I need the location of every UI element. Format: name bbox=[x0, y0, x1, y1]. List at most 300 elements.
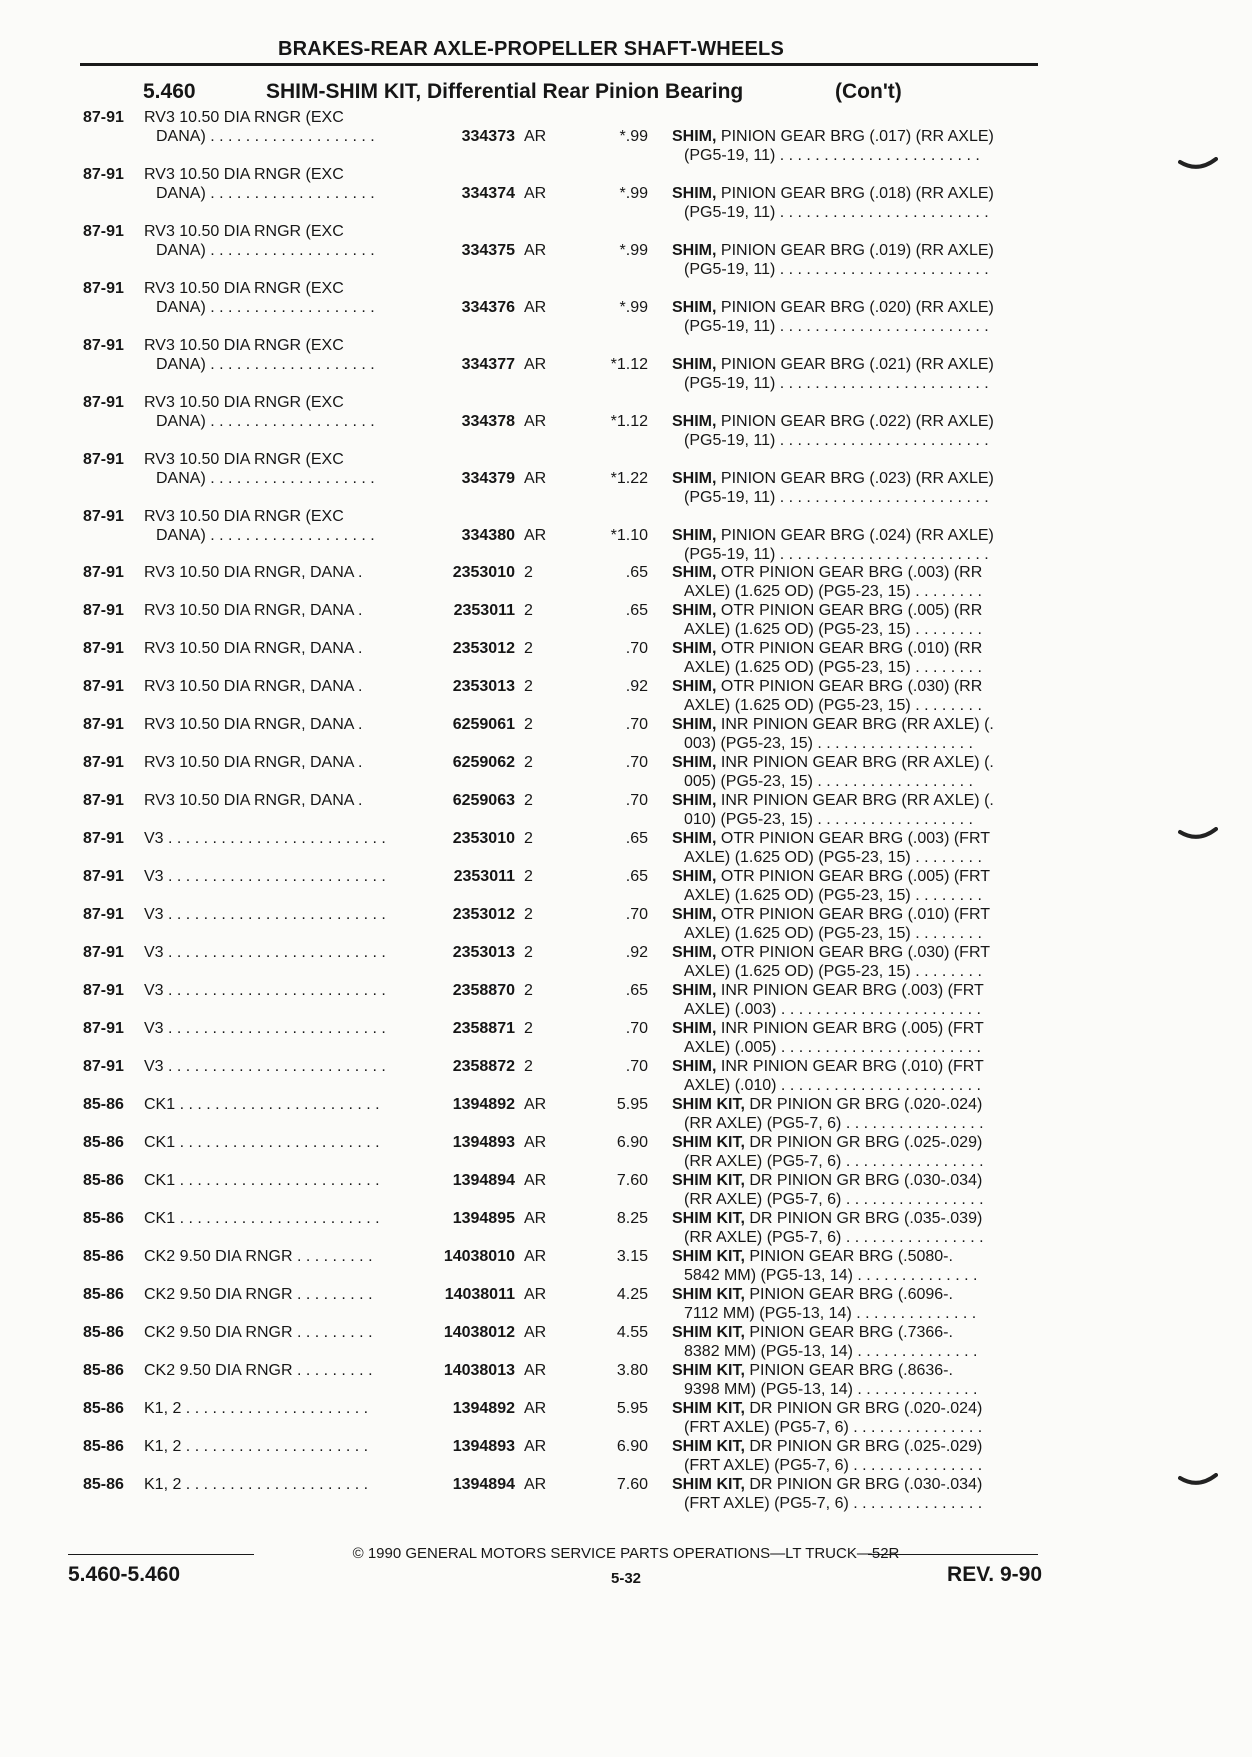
application-line: RV3 10.50 DIA RNGR (EXC bbox=[144, 223, 344, 240]
model-year: 85-86 bbox=[83, 1134, 124, 1151]
table-row bbox=[0, 1285, 1252, 1325]
price: *1.10 bbox=[610, 527, 648, 544]
quantity: AR bbox=[524, 1476, 547, 1493]
description-line: (FRT AXLE) (PG5-7, 6) . . . . . . . . . . . . . . . bbox=[684, 1419, 983, 1436]
description-line bbox=[672, 1019, 1037, 1038]
part-number: 2353010 bbox=[452, 564, 515, 581]
description bbox=[672, 412, 1037, 450]
footer-page-number: 5-32 bbox=[610, 1570, 642, 1587]
part-number: 14038011 bbox=[444, 1286, 515, 1303]
description-line: (PG5-19, 11) . . . . . . . . . . . . . . . . . . . . . . . bbox=[684, 147, 980, 164]
table-row bbox=[0, 1475, 1252, 1515]
application-line: RV3 10.50 DIA RNGR (EXC bbox=[144, 451, 344, 468]
description-text: PINION GEAR BRG (.018) (RR AXLE) bbox=[720, 185, 994, 202]
header-rule bbox=[80, 63, 1038, 66]
table-row bbox=[0, 1019, 1252, 1059]
description-bold: SHIM KIT, bbox=[672, 1248, 745, 1265]
application bbox=[144, 1475, 414, 1494]
description-bold: SHIM, bbox=[672, 868, 717, 885]
description-text: PINION GEAR BRG (.7366-. bbox=[749, 1324, 953, 1341]
description-line: (FRT AXLE) (PG5-7, 6) . . . . . . . . . . . . . . . bbox=[684, 1495, 983, 1512]
application-line: K1, 2 . . . . . . . . . . . . . . . . . . . . . bbox=[144, 1476, 369, 1493]
quantity: AR bbox=[524, 1438, 547, 1455]
application bbox=[144, 601, 414, 620]
model-year: 87-91 bbox=[83, 678, 124, 695]
application-line: DANA) . . . . . . . . . . . . . . . . . . . bbox=[156, 356, 375, 373]
description-bold: SHIM KIT, bbox=[672, 1400, 745, 1417]
application-line: CK2 9.50 DIA RNGR . . . . . . . . . bbox=[144, 1248, 373, 1265]
section-continued: (Con't) bbox=[835, 80, 902, 103]
price: 3.80 bbox=[616, 1362, 648, 1379]
quantity: 2 bbox=[524, 868, 533, 885]
description-line: (FRT AXLE) (PG5-7, 6) . . . . . . . . . . . . . . . bbox=[684, 1457, 983, 1474]
table-row bbox=[0, 450, 1252, 506]
quantity: 2 bbox=[524, 602, 533, 619]
description-line: 010) (PG5-23, 15) . . . . . . . . . . . . . . . . . . bbox=[684, 811, 973, 828]
description-line bbox=[672, 184, 1037, 203]
price: 7.60 bbox=[616, 1172, 648, 1189]
application bbox=[144, 981, 414, 1000]
application-line: CK2 9.50 DIA RNGR . . . . . . . . . bbox=[144, 1286, 373, 1303]
model-year: 87-91 bbox=[83, 754, 124, 771]
description-line: AXLE) (.003) . . . . . . . . . . . . . . . . . . . . . . . bbox=[684, 1001, 981, 1018]
table-row bbox=[0, 601, 1252, 641]
description-text: OTR PINION GEAR BRG (.030) (RR bbox=[720, 678, 983, 695]
description-text: INR PINION GEAR BRG (RR AXLE) (. bbox=[720, 792, 994, 809]
application-line: RV3 10.50 DIA RNGR, DANA . bbox=[144, 792, 363, 809]
quantity: 2 bbox=[524, 640, 533, 657]
description bbox=[672, 601, 1037, 639]
application-line: RV3 10.50 DIA RNGR (EXC bbox=[144, 337, 344, 354]
application-line: V3 . . . . . . . . . . . . . . . . . . . . . . . . . bbox=[144, 1020, 386, 1037]
model-year: 85-86 bbox=[83, 1324, 124, 1341]
part-number: 334379 bbox=[461, 470, 515, 487]
application-line: CK1 . . . . . . . . . . . . . . . . . . . . . . . bbox=[144, 1210, 380, 1227]
description-line bbox=[672, 1095, 1037, 1114]
application bbox=[144, 336, 414, 374]
description-line: AXLE) (.005) . . . . . . . . . . . . . . . . . . . . . . . bbox=[684, 1039, 981, 1056]
model-year: 87-91 bbox=[83, 109, 124, 126]
description-bold: SHIM KIT, bbox=[672, 1134, 745, 1151]
model-year: 87-91 bbox=[83, 451, 124, 468]
description-line bbox=[672, 1323, 1037, 1342]
application bbox=[144, 715, 414, 734]
description-text: PINION GEAR BRG (.022) (RR AXLE) bbox=[720, 413, 994, 430]
description-text: DR PINION GR BRG (.030-.034) bbox=[749, 1476, 983, 1493]
description-line bbox=[672, 753, 1037, 772]
model-year: 87-91 bbox=[83, 982, 124, 999]
description bbox=[672, 981, 1037, 1019]
quantity: 2 bbox=[524, 792, 533, 809]
price: 5.95 bbox=[616, 1096, 648, 1113]
part-number: 1394894 bbox=[452, 1476, 515, 1493]
application-line: DANA) . . . . . . . . . . . . . . . . . . . bbox=[156, 242, 375, 259]
application bbox=[144, 165, 414, 203]
description bbox=[672, 563, 1037, 601]
description-text: PINION GEAR BRG (.5080-. bbox=[749, 1248, 953, 1265]
description-line bbox=[672, 1437, 1037, 1456]
description bbox=[672, 469, 1037, 507]
description bbox=[672, 1095, 1037, 1133]
description-bold: SHIM, bbox=[672, 982, 717, 999]
application bbox=[144, 1437, 414, 1456]
price: .70 bbox=[625, 1058, 648, 1075]
description-text: OTR PINION GEAR BRG (.010) (FRT bbox=[720, 906, 990, 923]
part-number: 1394895 bbox=[452, 1210, 515, 1227]
page-header-title: BRAKES-REAR AXLE-PROPELLER SHAFT-WHEELS bbox=[278, 38, 784, 60]
application-line: CK1 . . . . . . . . . . . . . . . . . . . . . . . bbox=[144, 1134, 380, 1151]
part-number: 334376 bbox=[461, 299, 515, 316]
description-text: PINION GEAR BRG (.023) (RR AXLE) bbox=[720, 470, 994, 487]
part-number: 1394892 bbox=[452, 1400, 515, 1417]
quantity: AR bbox=[524, 1286, 547, 1303]
table-row bbox=[0, 507, 1252, 563]
model-year: 87-91 bbox=[83, 1020, 124, 1037]
description-text: INR PINION GEAR BRG (.010) (FRT bbox=[720, 1058, 984, 1075]
application-line: DANA) . . . . . . . . . . . . . . . . . . . bbox=[156, 185, 375, 202]
part-number: 1394894 bbox=[452, 1172, 515, 1189]
model-year: 87-91 bbox=[83, 906, 124, 923]
model-year: 87-91 bbox=[83, 944, 124, 961]
application bbox=[144, 108, 414, 146]
application bbox=[144, 1133, 414, 1152]
description bbox=[672, 298, 1037, 336]
description-line: AXLE) (1.625 OD) (PG5-23, 15) . . . . . . . . bbox=[684, 697, 982, 714]
description-line: AXLE) (1.625 OD) (PG5-23, 15) . . . . . . . . bbox=[684, 621, 982, 638]
part-number: 2358871 bbox=[452, 1020, 515, 1037]
description-line: AXLE) (1.625 OD) (PG5-23, 15) . . . . . . . . bbox=[684, 887, 982, 904]
application-line: DANA) . . . . . . . . . . . . . . . . . . . bbox=[156, 413, 375, 430]
application bbox=[144, 905, 414, 924]
application-line: CK2 9.50 DIA RNGR . . . . . . . . . bbox=[144, 1362, 373, 1379]
application bbox=[144, 791, 414, 810]
table-row bbox=[0, 715, 1252, 755]
description bbox=[672, 1209, 1037, 1247]
part-number: 334377 bbox=[461, 356, 515, 373]
model-year: 87-91 bbox=[83, 337, 124, 354]
footer-revision: REV. 9-90 bbox=[947, 1563, 1042, 1586]
description-line: AXLE) (1.625 OD) (PG5-23, 15) . . . . . . . . bbox=[684, 925, 982, 942]
description-bold: SHIM, bbox=[672, 470, 717, 487]
description-line: 5842 MM) (PG5-13, 14) . . . . . . . . . . . . . . bbox=[684, 1267, 978, 1284]
application-line: RV3 10.50 DIA RNGR, DANA . bbox=[144, 602, 363, 619]
table-row bbox=[0, 1095, 1252, 1135]
description-bold: SHIM, bbox=[672, 1058, 717, 1075]
description-line bbox=[672, 355, 1037, 374]
model-year: 87-91 bbox=[83, 868, 124, 885]
description-bold: SHIM, bbox=[672, 830, 717, 847]
application-line: V3 . . . . . . . . . . . . . . . . . . . . . . . . . bbox=[144, 982, 386, 999]
model-year: 87-91 bbox=[83, 223, 124, 240]
quantity: AR bbox=[524, 1210, 547, 1227]
price: .92 bbox=[625, 678, 648, 695]
part-number: 2353012 bbox=[452, 906, 515, 923]
section-title: SHIM-SHIM KIT, Differential Rear Pinion Bearing bbox=[266, 80, 744, 103]
description-bold: SHIM KIT, bbox=[672, 1362, 745, 1379]
description-bold: SHIM KIT, bbox=[672, 1286, 745, 1303]
description-line: 8382 MM) (PG5-13, 14) . . . . . . . . . . . . . . bbox=[684, 1343, 978, 1360]
description-line bbox=[672, 1247, 1037, 1266]
description bbox=[672, 867, 1037, 905]
application-line: K1, 2 . . . . . . . . . . . . . . . . . . . . . bbox=[144, 1400, 369, 1417]
application-line: DANA) . . . . . . . . . . . . . . . . . . . bbox=[156, 128, 375, 145]
price: .70 bbox=[625, 754, 648, 771]
description-line bbox=[672, 639, 1037, 658]
description-bold: SHIM, bbox=[672, 792, 717, 809]
model-year: 87-91 bbox=[83, 564, 124, 581]
application bbox=[144, 943, 414, 962]
price: .70 bbox=[625, 1020, 648, 1037]
part-number: 2353010 bbox=[452, 830, 515, 847]
description-line: (PG5-19, 11) . . . . . . . . . . . . . . . . . . . . . . . . bbox=[684, 375, 989, 392]
description-text: DR PINION GR BRG (.025-.029) bbox=[749, 1438, 983, 1455]
description bbox=[672, 355, 1037, 393]
description-bold: SHIM, bbox=[672, 128, 717, 145]
model-year: 87-91 bbox=[83, 602, 124, 619]
model-year: 85-86 bbox=[83, 1248, 124, 1265]
price: .65 bbox=[625, 830, 648, 847]
application-line: RV3 10.50 DIA RNGR (EXC bbox=[144, 109, 344, 126]
model-year: 87-91 bbox=[83, 508, 124, 525]
application bbox=[144, 279, 414, 317]
application bbox=[144, 450, 414, 488]
quantity: 2 bbox=[524, 944, 533, 961]
description-line bbox=[672, 981, 1037, 1000]
part-number: 334380 bbox=[461, 527, 515, 544]
table-row bbox=[0, 222, 1252, 278]
description bbox=[672, 1399, 1037, 1437]
description bbox=[672, 184, 1037, 222]
table-row bbox=[0, 905, 1252, 945]
part-number: 334375 bbox=[461, 242, 515, 259]
description-line: (PG5-19, 11) . . . . . . . . . . . . . . . . . . . . . . . . bbox=[684, 318, 989, 335]
description bbox=[672, 1057, 1037, 1095]
table-row bbox=[0, 1361, 1252, 1401]
description-bold: SHIM, bbox=[672, 754, 717, 771]
description-text: INR PINION GEAR BRG (RR AXLE) (. bbox=[720, 716, 994, 733]
description-line: (PG5-19, 11) . . . . . . . . . . . . . . . . . . . . . . . . bbox=[684, 432, 989, 449]
application bbox=[144, 1095, 414, 1114]
description-line: 7112 MM) (PG5-13, 14) . . . . . . . . . . . . . . bbox=[684, 1305, 977, 1322]
price: .70 bbox=[625, 792, 648, 809]
price: *.99 bbox=[619, 128, 648, 145]
model-year: 85-86 bbox=[83, 1438, 124, 1455]
section-code: 5.460 bbox=[143, 80, 196, 103]
model-year: 85-86 bbox=[83, 1210, 124, 1227]
part-number: 6259062 bbox=[452, 754, 515, 771]
description-bold: SHIM, bbox=[672, 356, 717, 373]
quantity: AR bbox=[524, 1134, 547, 1151]
description bbox=[672, 639, 1037, 677]
description-line bbox=[672, 1399, 1037, 1418]
price: 6.90 bbox=[616, 1438, 648, 1455]
table-row bbox=[0, 829, 1252, 869]
description-line bbox=[672, 1475, 1037, 1494]
description-line: AXLE) (.010) . . . . . . . . . . . . . . . . . . . . . . . bbox=[684, 1077, 981, 1094]
table-row bbox=[0, 563, 1252, 603]
model-year: 85-86 bbox=[83, 1286, 124, 1303]
description-line bbox=[672, 943, 1037, 962]
application-line: CK1 . . . . . . . . . . . . . . . . . . . . . . . bbox=[144, 1096, 380, 1113]
application-line: DANA) . . . . . . . . . . . . . . . . . . . bbox=[156, 470, 375, 487]
price: .70 bbox=[625, 906, 648, 923]
quantity: AR bbox=[524, 356, 547, 373]
quantity: AR bbox=[524, 1362, 547, 1379]
description-line: 9398 MM) (PG5-13, 14) . . . . . . . . . . . . . . bbox=[684, 1381, 978, 1398]
description-text: OTR PINION GEAR BRG (.003) (FRT bbox=[720, 830, 990, 847]
table-row bbox=[0, 1171, 1252, 1211]
application bbox=[144, 1323, 414, 1342]
quantity: AR bbox=[524, 1400, 547, 1417]
price: *.99 bbox=[619, 185, 648, 202]
model-year: 87-91 bbox=[83, 792, 124, 809]
part-number: 2353012 bbox=[452, 640, 515, 657]
table-row bbox=[0, 1399, 1252, 1439]
description-line: (PG5-19, 11) . . . . . . . . . . . . . . . . . . . . . . . . bbox=[684, 204, 989, 221]
description-line bbox=[672, 791, 1037, 810]
model-year: 87-91 bbox=[83, 166, 124, 183]
description-text: DR PINION GR BRG (.035-.039) bbox=[749, 1210, 983, 1227]
quantity: AR bbox=[524, 470, 547, 487]
table-row bbox=[0, 1323, 1252, 1363]
application bbox=[144, 1019, 414, 1038]
description-line: (RR AXLE) (PG5-7, 6) . . . . . . . . . . . . . . . . bbox=[684, 1115, 984, 1132]
description bbox=[672, 1133, 1037, 1171]
description-line: (PG5-19, 11) . . . . . . . . . . . . . . . . . . . . . . . . bbox=[684, 546, 989, 563]
application bbox=[144, 1361, 414, 1380]
application-line: RV3 10.50 DIA RNGR (EXC bbox=[144, 508, 344, 525]
description bbox=[672, 1247, 1037, 1285]
part-number: 14038012 bbox=[443, 1324, 515, 1341]
description-line bbox=[672, 1171, 1037, 1190]
quantity: 2 bbox=[524, 982, 533, 999]
table-row bbox=[0, 943, 1252, 983]
description-bold: SHIM, bbox=[672, 299, 717, 316]
quantity: 2 bbox=[524, 564, 533, 581]
application bbox=[144, 393, 414, 431]
price: 5.95 bbox=[616, 1400, 648, 1417]
description-line: (PG5-19, 11) . . . . . . . . . . . . . . . . . . . . . . . . bbox=[684, 489, 989, 506]
description-line bbox=[672, 563, 1037, 582]
description-text: PINION GEAR BRG (.019) (RR AXLE) bbox=[720, 242, 994, 259]
part-number: 1394893 bbox=[452, 1438, 515, 1455]
description-line: 005) (PG5-23, 15) . . . . . . . . . . . . . . . . . . bbox=[684, 773, 973, 790]
model-year: 85-86 bbox=[83, 1476, 124, 1493]
application bbox=[144, 1209, 414, 1228]
quantity: 2 bbox=[524, 1058, 533, 1075]
quantity: 2 bbox=[524, 830, 533, 847]
application bbox=[144, 507, 414, 545]
description-text: OTR PINION GEAR BRG (.005) (RR bbox=[720, 602, 983, 619]
model-year: 85-86 bbox=[83, 1362, 124, 1379]
description-line bbox=[672, 1133, 1037, 1152]
description bbox=[672, 1437, 1037, 1475]
application-line: RV3 10.50 DIA RNGR, DANA . bbox=[144, 640, 363, 657]
table-row bbox=[0, 393, 1252, 449]
description-line bbox=[672, 298, 1037, 317]
table-row bbox=[0, 336, 1252, 392]
price: .65 bbox=[625, 982, 648, 999]
description-bold: SHIM KIT, bbox=[672, 1096, 745, 1113]
description-text: PINION GEAR BRG (.021) (RR AXLE) bbox=[720, 356, 994, 373]
description bbox=[672, 943, 1037, 981]
description bbox=[672, 1323, 1037, 1361]
application-line: V3 . . . . . . . . . . . . . . . . . . . . . . . . . bbox=[144, 830, 386, 847]
price: 4.25 bbox=[616, 1286, 648, 1303]
part-number: 2353013 bbox=[452, 944, 515, 961]
quantity: AR bbox=[524, 1096, 547, 1113]
application-line: CK2 9.50 DIA RNGR . . . . . . . . . bbox=[144, 1324, 373, 1341]
description-text: PINION GEAR BRG (.017) (RR AXLE) bbox=[720, 128, 994, 145]
table-row bbox=[0, 1247, 1252, 1287]
application bbox=[144, 1171, 414, 1190]
part-number: 14038010 bbox=[443, 1248, 515, 1265]
description-bold: SHIM, bbox=[672, 527, 717, 544]
model-year: 85-86 bbox=[83, 1172, 124, 1189]
description bbox=[672, 1019, 1037, 1057]
table-row bbox=[0, 108, 1252, 164]
application bbox=[144, 867, 414, 886]
description-bold: SHIM, bbox=[672, 944, 717, 961]
description-text: OTR PINION GEAR BRG (.005) (FRT bbox=[720, 868, 990, 885]
part-number: 2358870 bbox=[452, 982, 515, 999]
description-line bbox=[672, 905, 1037, 924]
description-text: OTR PINION GEAR BRG (.010) (RR bbox=[720, 640, 983, 657]
application bbox=[144, 1247, 414, 1266]
quantity: 2 bbox=[524, 1020, 533, 1037]
part-number: 6259063 bbox=[452, 792, 515, 809]
application bbox=[144, 639, 414, 658]
description-text: INR PINION GEAR BRG (.005) (FRT bbox=[720, 1020, 984, 1037]
application-line: RV3 10.50 DIA RNGR (EXC bbox=[144, 394, 344, 411]
description-bold: SHIM, bbox=[672, 906, 717, 923]
description-line bbox=[672, 829, 1037, 848]
model-year: 85-86 bbox=[83, 1400, 124, 1417]
part-number: 334373 bbox=[461, 128, 515, 145]
description-text: DR PINION GR BRG (.025-.029) bbox=[749, 1134, 983, 1151]
description bbox=[672, 1361, 1037, 1399]
application bbox=[144, 563, 414, 582]
description-bold: SHIM, bbox=[672, 602, 717, 619]
table-row bbox=[0, 165, 1252, 221]
quantity: AR bbox=[524, 242, 547, 259]
application-line: RV3 10.50 DIA RNGR, DANA . bbox=[144, 678, 363, 695]
part-number: 1394893 bbox=[452, 1134, 515, 1151]
description bbox=[672, 677, 1037, 715]
check-mark-icon bbox=[1178, 827, 1218, 841]
description-line: 003) (PG5-23, 15) . . . . . . . . . . . . . . . . . . bbox=[684, 735, 973, 752]
description-line: (RR AXLE) (PG5-7, 6) . . . . . . . . . . . . . . . . bbox=[684, 1153, 984, 1170]
description-line bbox=[672, 715, 1037, 734]
description-line bbox=[672, 677, 1037, 696]
part-number: 2358872 bbox=[452, 1058, 515, 1075]
description-text: DR PINION GR BRG (.030-.034) bbox=[749, 1172, 983, 1189]
description-line bbox=[672, 1361, 1037, 1380]
description-bold: SHIM, bbox=[672, 413, 717, 430]
quantity: AR bbox=[524, 1172, 547, 1189]
description-line bbox=[672, 1285, 1037, 1304]
quantity: AR bbox=[524, 413, 547, 430]
part-number: 1394892 bbox=[452, 1096, 515, 1113]
description-bold: SHIM, bbox=[672, 640, 717, 657]
description bbox=[672, 905, 1037, 943]
description bbox=[672, 526, 1037, 564]
check-mark-icon bbox=[1178, 157, 1218, 171]
check-mark-icon bbox=[1178, 1473, 1218, 1487]
part-number: 2353011 bbox=[453, 602, 515, 619]
description-text: DR PINION GR BRG (.020-.024) bbox=[749, 1096, 983, 1113]
price: *.99 bbox=[619, 299, 648, 316]
